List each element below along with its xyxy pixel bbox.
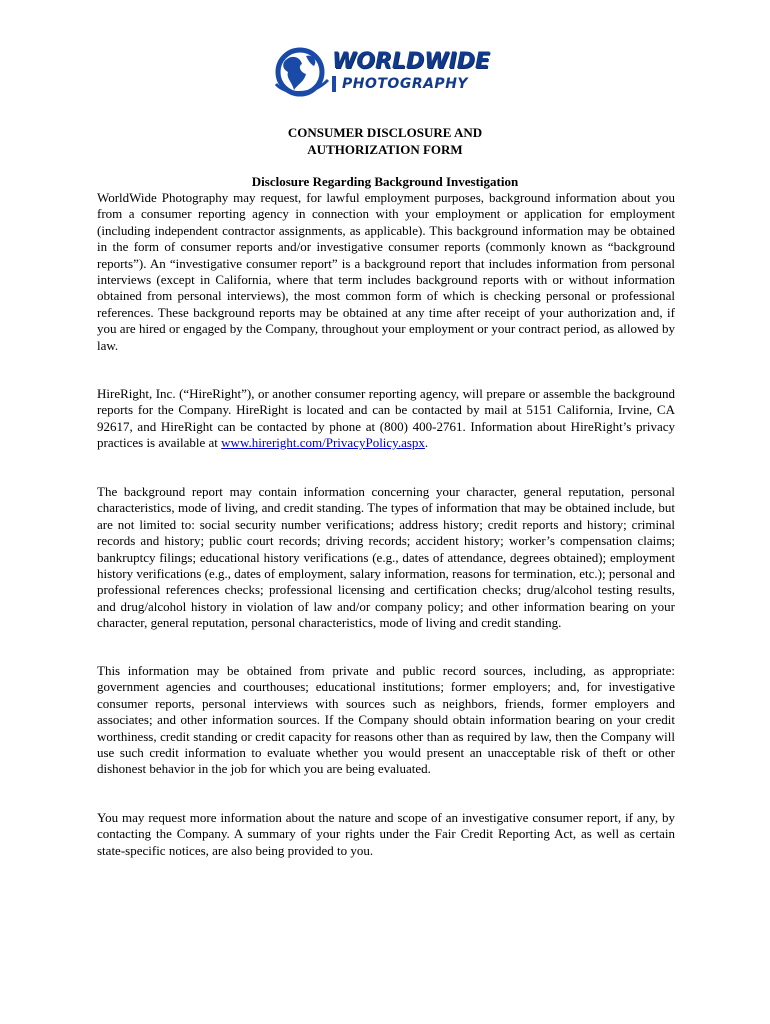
paragraph-report-contents: The background report may contain information concerning your character, general reputation, personal characteristics, mode of living, and credit standing. The types of information that may be obtained include, but are not limited to: social security number verifications; address history; credit reports and history; criminal records and history; public court records; driving records; accident history; worker’s compensation claims; bankruptcy filings; educational history verifications (e.g., dates of attendance, degrees obtained); employment history verifications (e.g., dates of employment, salary information, reasons for termination, etc.); personal and professional references checks; professional licensing and certification checks; drug/alcohol testing results, and drug/alcohol history in violation of law and/or company policy; and other information bearing on your character, general reputation, personal characteristics, mode of living and credit standing. [97, 484, 675, 631]
logo-wordmark-bottom: PHOTOGRAPHY [336, 75, 498, 93]
logo-wordmark-top: WORLDWIDE [332, 49, 490, 74]
paragraph-sources: This information may be obtained from private and public record sources, including, as appropriate: government agencies and courthouses; educational institutions; former employers; and, for investigative consumer reports, personal interviews with sources such as neighbors, friends, former employers and associates; and other information sources. If the Company should obtain information bearing on your credit worthiness, credit standing or credit capacity for reasons other than as required by law, then the Company will use such credit information to evaluate whether you would present an unacceptable risk of theft or other dishonest behavior in the job for which you are being evaluated. [97, 663, 675, 777]
hireright-end: . [424, 435, 429, 451]
privacy-policy-link[interactable]: www.hireright.com/PrivacyPolicy.aspx [221, 435, 425, 451]
paragraph-disclosure: WorldWide Photography may request, for lawful employment purposes, background information about you from a consumer reporting agency in connection with your employment or application for employment (including independent contractor assignments, as applicable). This background information may be obtained in the form of consumer reports and/or investigative consumer reports (commonly known as “background reports”). An “investigative consumer report” is a background report that includes information from personal interviews (except in California, where that term includes background reports with or without information obtained from personal interviews), the most common form of which is checking personal or professional references. These background reports may be obtained at any time after receipt of your authorization and, if you are hired or engaged by the Company, throughout your employment or your contract period, as allowed by law. [97, 190, 675, 353]
paragraph-hireright [97, 386, 675, 452]
form-title-line1: CONSUMER DISCLOSURE AND [287, 125, 483, 140]
hireright-text: HireRight, Inc. (“HireRight”), or another consumer reporting agency, will prepare or assemble the background reports for the Company. HireRight is located and can be contacted by mail at 5151 California, Irvine, CA 92617, and HireRight can be contacted by phone at (800) 400-2761. Information about HireRight’s privacy practices is available at [97, 386, 675, 451]
paragraph-request-info: You may request more information about the nature and scope of an investigative consumer report, if any, by contacting the Company. A summary of your rights under the Fair Credit Reporting Act, as well as certain state-specific notices, are also being provided to you. [97, 810, 675, 858]
section-heading: Disclosure Regarding Background Investigation [251, 174, 519, 189]
globe-icon [270, 44, 334, 100]
company-logo [270, 44, 500, 100]
form-title-line2: AUTHORIZATION FORM [307, 142, 463, 157]
